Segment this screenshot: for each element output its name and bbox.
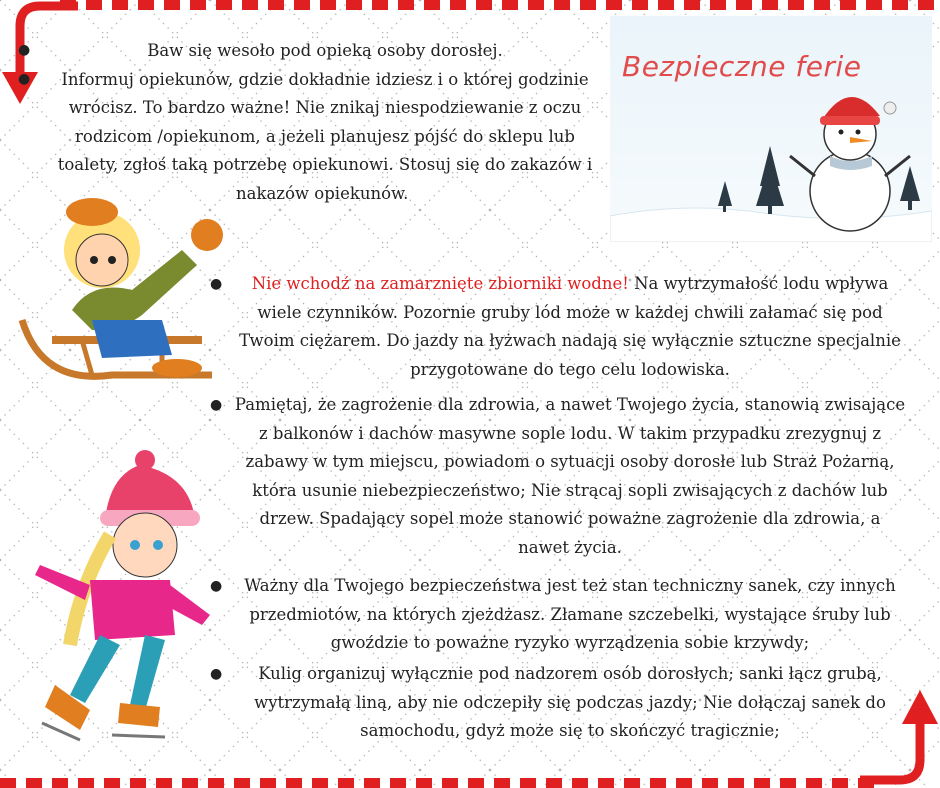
text-line: nakazów opiekunów. [236,183,409,203]
text-line: nawet życia. [518,537,622,557]
bullet-icon: ● [210,666,223,682]
bullet-icon: ● [210,578,223,594]
text-line: Twoim ciężarem. Do jazdy na łyżwach nadają się wyłącznie sztuczne specjalnie [239,331,901,351]
safety-tips-block-1 [30,37,620,209]
text-line: wytrzymałą liną, aby nie odczepiły się podczas jazdy; Nie dołączaj sanek do [254,692,886,712]
text-line: toalety, zgłoś taką potrzebę opiekunowi. Stosuj się do zakazów i [57,155,593,175]
safety-tips-block-2 [222,270,918,384]
safety-tips-block-5 [222,660,918,746]
text-line: zabawy w tym miejscu, powiadom o sytuacji osoby dorosłe lub Straż Pożarną, [245,452,895,472]
text-line: przygotowane do tego celu lodowiska. [410,359,730,379]
winter-image-title: Bezpieczne ferie [622,50,862,83]
bullet-icon: ● [18,71,31,87]
text-line: rodzicom /opiekunom, a jeżeli planujesz pójść do sklepu lub [75,126,575,146]
winter-snowman-image [610,16,932,242]
sled-child-icon [12,190,232,400]
text-line: wiele czynników. Pozornie gruby lód może w każdej chwili załamać się pod [257,302,883,322]
text-line: samochodu, gdyż może się to skończyć tragicznie; [360,721,780,741]
text-line: Pamiętaj, że zagrożenie dla zdrowia, a nawet Twojego życia, stanowią zwisające [234,395,906,414]
text-line: drzew. Spadający sopel może stanowić poważne zagrożenie dla zdrowia, a [259,509,881,529]
text-line: z balkonów i dachów masywne sople lodu. W takim przypadku zrezygnuj z [258,423,882,443]
snowman-icon [610,16,932,242]
safety-tips-block-3 [222,391,918,563]
bullet-icon: ● [18,42,31,58]
top-dashed-border [60,0,940,10]
text-line: Informuj opiekunów, gdzie dokładnie idziesz i o której godzinie [61,69,589,89]
bottom-dashed-border [0,778,880,788]
skater-girl-icon [20,445,223,745]
text-line: Kulig organizuj wyłącznie pod nadzorem osób dorosłych; sanki łącz grubą, [258,664,882,683]
bullet-icon: ● [210,276,223,292]
text-line: Ważny dla Twojego bezpieczeństwa jest też stan techniczny sanek, czy innych [244,576,896,595]
text-line [222,270,918,299]
text-line: wrócisz. To bardzo ważne! Nie znikaj niespodziewanie z oczu [68,98,582,118]
text-line: która usunie niebezpieczeństwo; Nie strącaj sopli zwisających z dachów lub [252,480,888,500]
ice-warning-text: Nie wchodź na zamarznięte zbiorniki wodne! [251,274,629,293]
safety-tips-block-4 [222,572,918,658]
bullet-icon: ● [210,397,223,413]
text-segment: Na wytrzymałość lodu wpływa [628,274,889,293]
text-line: Baw się wesoło pod opieką osoby dorosłej. [147,41,503,60]
text-line: przedmiotów, na których zjeżdżasz. Złamane szczebelki, wystające śruby lub [249,604,891,624]
text-line: gwoździe to poważne ryzyko wyrządzenia sobie krzywdy; [330,633,810,653]
